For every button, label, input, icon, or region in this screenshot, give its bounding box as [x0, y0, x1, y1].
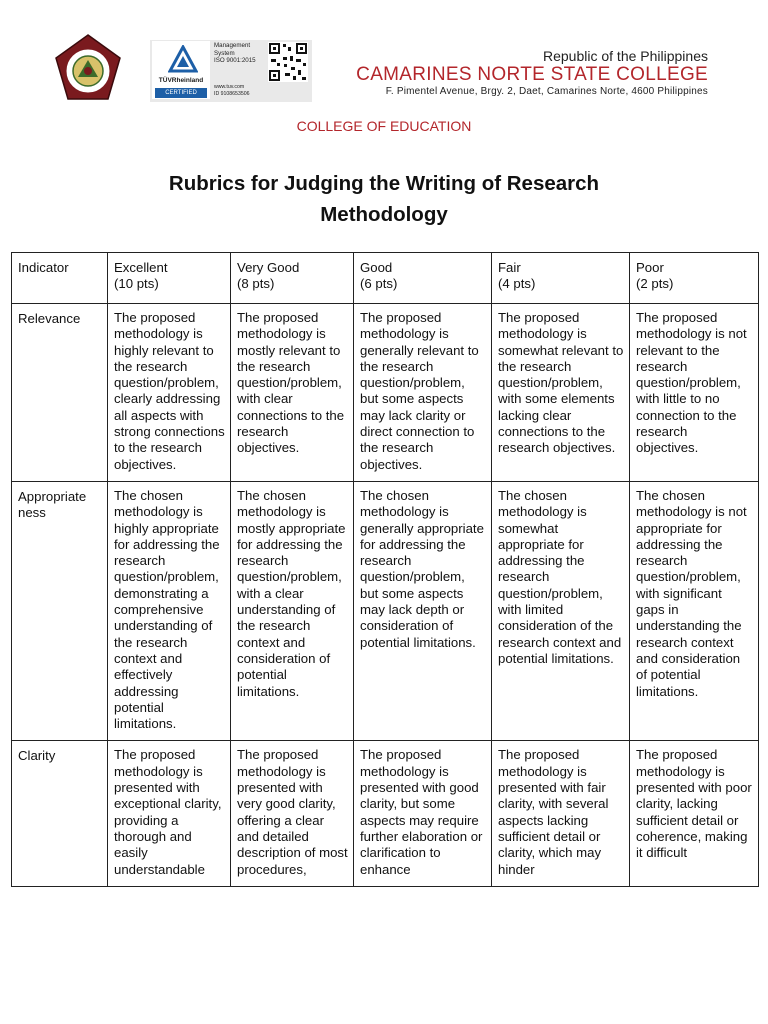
department-name: COLLEGE OF EDUCATION [296, 118, 472, 134]
column-name: Excellent [114, 260, 168, 275]
rubric-cell [108, 741, 231, 887]
certified-label: CERTIFIED [155, 88, 207, 98]
cell-text: The proposed methodology is presented with good clarity, but some aspects may require further elaboration or clarification to enhance [360, 747, 483, 877]
indicator-cell: Appropriate ness [12, 481, 108, 740]
iso-line: ISO 9001:2015 [214, 57, 256, 65]
tuv-triangle-icon [168, 45, 198, 75]
cert-id: ID 9108653506 [214, 90, 250, 97]
column-points: (4 pts) [498, 276, 536, 292]
iso-text [214, 42, 266, 65]
cert-website [214, 84, 274, 97]
column-name: Fair [498, 260, 521, 275]
table-row [12, 304, 759, 482]
column-name: Poor [636, 260, 664, 275]
column-header [108, 253, 231, 304]
rubric-cell: The proposed methodology is not relevant to the research question/problem, with little to no connection to the research objectives. [630, 304, 759, 482]
rubric-cell: The chosen methodology is somewhat appropriate for addressing the research question/problem, with limited consideration of the research context and potential limitations. [492, 481, 630, 740]
table-row [12, 741, 759, 887]
tuv-logo [152, 41, 210, 99]
column-header [354, 253, 492, 304]
column-points: (10 pts) [114, 276, 159, 292]
iso-line: Management [214, 42, 251, 49]
republic-label: Republic of the Philippines [543, 48, 708, 64]
rubric-cell: The proposed methodology is mostly relevant to the research question/problem, with clear connections to the research objectives. [231, 304, 354, 482]
cell-text: Clarity [18, 748, 56, 764]
tuv-brand: TÜVRheinland [158, 77, 204, 84]
rubric-cell [492, 741, 630, 887]
column-name: Very Good [237, 260, 300, 275]
cell-text: The proposed methodology is presented with exceptional clarity, providing a thorough and easily understandable [114, 747, 222, 877]
rubric-cell: The proposed methodology is somewhat relevant to the research question/problem, with some elements lacking clear connections to the research objectives. [492, 304, 630, 482]
column-header [630, 253, 759, 304]
column-header [231, 253, 354, 304]
qr-code-icon [268, 42, 308, 82]
rubric-cell [630, 741, 759, 887]
column-points: (2 pts) [636, 276, 674, 292]
rubric-cell: The chosen methodology is mostly appropriate for addressing the research question/problem, with a clear understanding of the research context and consideration of potential limitations. [231, 481, 354, 740]
cell-text: The proposed methodology is presented with fair clarity, with several aspects lacking sufficient detail or clarity, which may hinder [498, 747, 609, 877]
title-line: Rubrics for Judging the Writing of Research [168, 172, 600, 195]
college-name: CAMARINES NORTE STATE COLLEGE [356, 64, 708, 85]
iso-line: System [214, 49, 235, 57]
table-header-row [12, 253, 759, 304]
rubric-cell [231, 741, 354, 887]
rubric-cell: The chosen methodology is generally appropriate for addressing the research question/problem, but some aspects may lack depth or consideration of potential limitations. [354, 481, 492, 740]
column-header [12, 253, 108, 304]
column-name: Indicator [18, 260, 69, 275]
column-name: Good [360, 260, 393, 275]
table-row [12, 481, 759, 740]
cert-url: www.tuv.com [214, 84, 245, 90]
title-line: Methodology [320, 203, 448, 226]
cell-text: The proposed methodology is presented with poor clarity, lacking sufficient detail or coherence, making it difficult [636, 747, 752, 861]
indicator-cell [12, 741, 108, 887]
rubric-table [11, 252, 759, 887]
iso-certification-badge [150, 40, 312, 102]
column-points: (8 pts) [237, 276, 275, 292]
college-address: F. Pimentel Avenue, Brgy. 2, Daet, Camarines Norte, 4600 Philippines [385, 86, 708, 97]
rubric-cell: The chosen methodology is highly appropriate for addressing the research question/problem, demonstrating a comprehensive understanding of the research context and effectively addressing potential limitations. [108, 481, 231, 740]
rubric-cell: The proposed methodology is highly relevant to the research question/problem, clearly addressing all aspects with strong connections to the research objectives. [108, 304, 231, 482]
column-header [492, 253, 630, 304]
rubric-cell: The proposed methodology is generally relevant to the research question/problem, but some aspects may lack clarity or direct connection to the research objectives. [354, 304, 492, 482]
letterhead [0, 0, 768, 110]
rubric-cell: The chosen methodology is not appropriate for addressing the research question/problem, with significant gaps in understanding the research context and consideration of potential limitations. [630, 481, 759, 740]
cell-text: The proposed methodology is presented with very good clarity, offering a clear and detailed description of most procedures, [237, 747, 348, 877]
college-seal-icon [52, 33, 124, 105]
document-title [134, 168, 634, 230]
indicator-cell: Relevance [12, 304, 108, 482]
rubric-cell [354, 741, 492, 887]
column-points: (6 pts) [360, 276, 398, 292]
